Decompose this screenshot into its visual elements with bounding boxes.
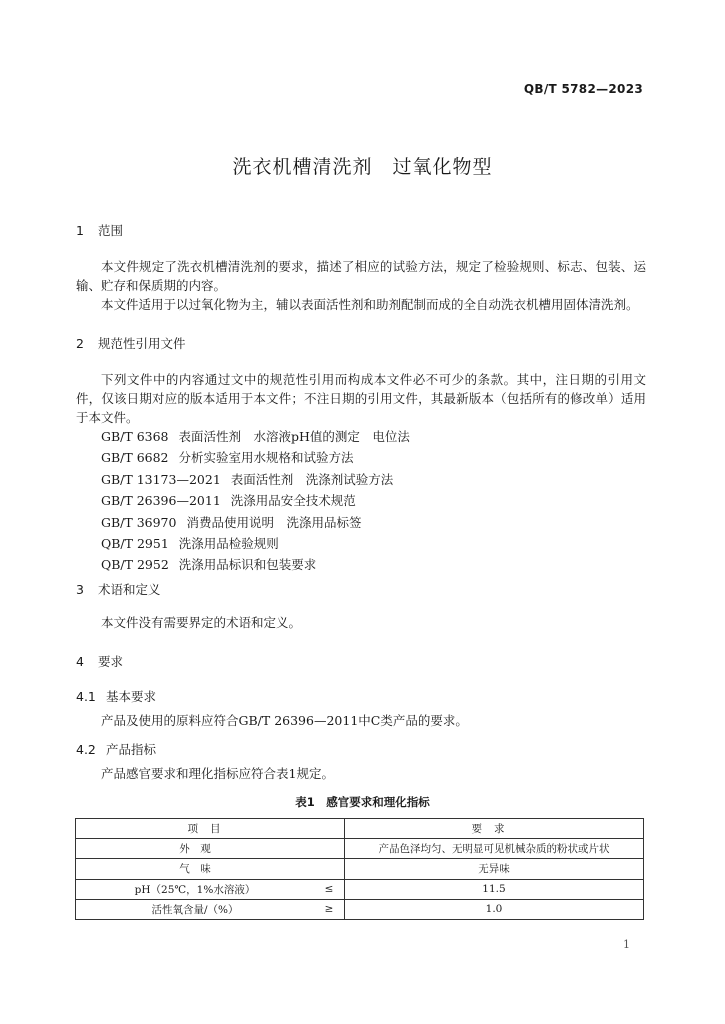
table-cell-requirement: 产品色泽均匀、无明显可见机械杂质的粉状或片状 — [345, 839, 644, 859]
section-4-heading — [76, 652, 123, 670]
table-header-requirement: 要求 — [345, 819, 644, 839]
reference-list — [101, 426, 410, 576]
section-4-1-paragraph: 产品及使用的原料应符合GB/T 26396—2011中C类产品的要求。 — [101, 713, 468, 728]
table-cell-symbol: ≤ — [314, 879, 345, 899]
section-1-paragraph-2: 本文件适用于以过氧化物为主，辅以表面活性剂和助剂配制而成的全自动洗衣机槽用固体清洗剂。 — [101, 297, 639, 312]
reference-code: GB/T 36970 — [101, 514, 177, 530]
section-2-intro: 下列文件中的内容通过文中的规范性引用而构成本文件必不可少的条款。其中，注日期的引用文件，仅该日期对应的版本适用于本文件；不注日期的引用文件，其最新版本（包括所有的修改单）适用于本文件。 — [76, 372, 646, 425]
section-title: 规范性引用文件 — [98, 336, 186, 351]
table-cell-symbol — [314, 859, 345, 879]
section-1-paragraph-1: 本文件规定了洗衣机槽清洗剂的要求，描述了相应的试验方法，规定了检验规则、标志、包装、运输、贮存和保质期的内容。 — [76, 259, 646, 293]
reference-item — [101, 512, 410, 533]
section-4-2-paragraph: 产品感官要求和理化指标应符合表1规定。 — [101, 766, 334, 781]
reference-item — [101, 533, 410, 554]
document-title: 洗衣机槽清洗剂 过氧化物型 — [232, 156, 493, 178]
reference-item — [101, 426, 410, 447]
section-4-1-heading — [76, 687, 156, 705]
standard-number: QB/T 5782—2023 — [523, 82, 643, 96]
table-cell-item: 活性氧含量/（%） — [76, 899, 315, 919]
table-row — [76, 859, 644, 879]
table-caption: 表1 感官要求和理化指标 — [295, 795, 430, 809]
reference-name: 消费品使用说明 洗涤用品标签 — [186, 514, 362, 530]
table-row — [76, 879, 644, 899]
table-cell-requirement: 11.5 — [345, 879, 644, 899]
table-cell-requirement: 无异味 — [345, 859, 644, 879]
table-cell-item: 气 味 — [76, 859, 315, 879]
table-header-row — [76, 819, 644, 839]
section-4-2-heading — [76, 740, 156, 758]
section-title: 要求 — [98, 654, 124, 669]
page-number: 1 — [623, 938, 630, 951]
spec-table — [75, 818, 644, 920]
reference-name: 分析实验室用水规格和试验方法 — [178, 450, 354, 466]
section-number: 2 — [76, 336, 84, 351]
reference-item — [101, 469, 410, 490]
table-cell-requirement: 1.0 — [345, 899, 644, 919]
section-number: 4 — [76, 654, 84, 669]
reference-code: GB/T 6368 — [101, 429, 169, 444]
section-number: 4.2 — [76, 742, 96, 757]
section-3-heading — [76, 580, 161, 598]
table-cell-item: pH（25℃，1%水溶液） — [76, 879, 315, 899]
section-number: 3 — [76, 582, 84, 597]
section-1-heading — [76, 221, 123, 239]
reference-code: GB/T 6682 — [101, 450, 169, 466]
reference-item — [101, 490, 410, 511]
section-2-heading — [76, 334, 186, 352]
reference-code: GB/T 13173—2021 — [101, 471, 221, 487]
reference-name: 洗涤用品检验规则 — [178, 535, 279, 551]
reference-name: 表面活性剂 洗涤剂试验方法 — [230, 471, 394, 487]
table-row — [76, 899, 644, 919]
reference-code: GB/T 26396—2011 — [101, 493, 221, 509]
reference-code: QB/T 2952 — [101, 557, 169, 573]
section-number: 1 — [76, 223, 84, 238]
section-title: 基本要求 — [106, 689, 157, 704]
reference-item — [101, 554, 410, 575]
table-header-item: 项目 — [76, 819, 345, 839]
table-cell-symbol — [314, 839, 345, 859]
section-title: 范围 — [98, 223, 124, 238]
section-number: 4.1 — [76, 689, 96, 704]
table-cell-item: 外 观 — [76, 839, 315, 859]
section-3-paragraph: 本文件没有需要界定的术语和定义。 — [101, 615, 302, 630]
table-cell-symbol: ≥ — [314, 899, 345, 919]
reference-name: 洗涤用品安全技术规范 — [230, 493, 356, 509]
reference-name: 洗涤用品标识和包装要求 — [178, 557, 317, 573]
reference-code: QB/T 2951 — [101, 535, 169, 551]
reference-name: 表面活性剂 水溶液pH值的测定 电位法 — [178, 429, 410, 444]
section-title: 产品指标 — [106, 742, 157, 757]
section-title: 术语和定义 — [98, 582, 161, 597]
reference-item — [101, 447, 410, 468]
table-row — [76, 839, 644, 859]
